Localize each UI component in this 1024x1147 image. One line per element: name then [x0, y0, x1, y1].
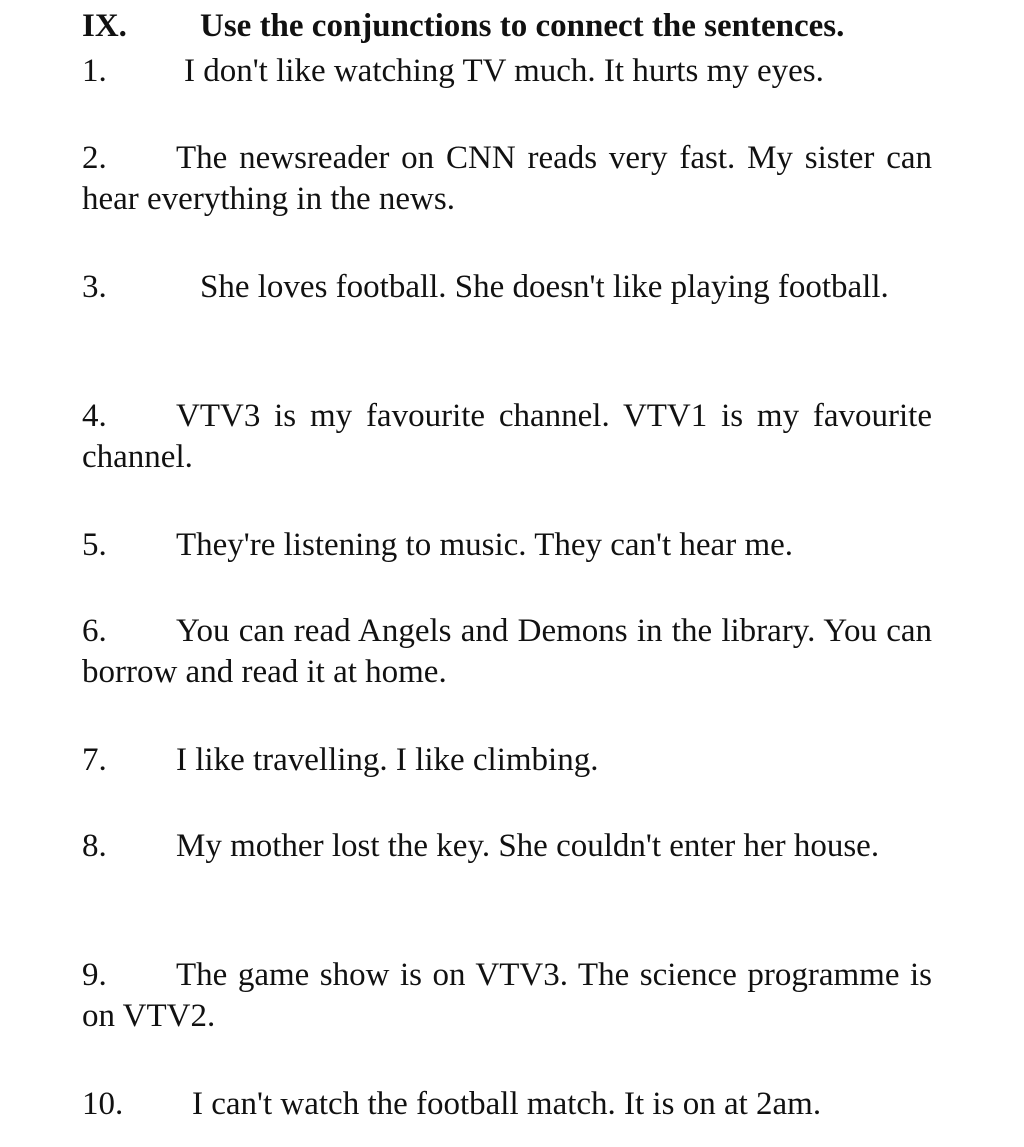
item-text: VTV3 is my favourite channel. VTV1 is my favourite channel. [82, 398, 932, 475]
exercise-item-10 [82, 1084, 932, 1125]
item-text: I don't like watching TV much. It hurts my eyes. [184, 53, 824, 89]
exercise-item-5 [82, 525, 932, 566]
item-text: She loves football. She doesn't like playing football. [200, 269, 889, 305]
item-text: You can read Angels and Demons in the library. You can borrow and read it at home. [82, 613, 932, 690]
exercise-item-7 [82, 740, 932, 781]
item-number: 5. [82, 527, 107, 563]
exercise-item-1 [82, 51, 932, 92]
exercise-heading [82, 4, 942, 48]
exercise-item-2 [82, 138, 932, 220]
exercise-item-3 [82, 267, 932, 308]
item-number: 6. [82, 613, 107, 649]
item-text: My mother lost the key. She couldn't enter her house. [176, 828, 880, 864]
exercise-item-4 [82, 396, 932, 478]
item-text: They're listening to music. They can't hear me. [176, 527, 794, 563]
item-text: The game show is on VTV3. The science programme is on VTV2. [82, 957, 932, 1034]
exercise-item-8 [82, 826, 932, 867]
exercise-item-9 [82, 955, 932, 1037]
item-number: 2. [82, 140, 107, 176]
exercise-instruction: Use the conjunctions to connect the sentences. [200, 8, 845, 44]
item-number: 7. [82, 742, 107, 778]
item-number: 9. [82, 957, 107, 993]
exercise-item-6 [82, 611, 932, 693]
item-number: 4. [82, 398, 107, 434]
exercise-number: IX. [82, 8, 127, 44]
item-number: 10. [82, 1086, 124, 1122]
item-number: 3. [82, 269, 107, 305]
item-text: I can't watch the football match. It is on at 2am. [192, 1086, 822, 1122]
item-text: The newsreader on CNN reads very fast. My sister can hear everything in the news. [82, 140, 932, 217]
item-text: I like travelling. I like climbing. [176, 742, 599, 778]
item-number: 1. [82, 53, 107, 89]
item-number: 8. [82, 828, 107, 864]
